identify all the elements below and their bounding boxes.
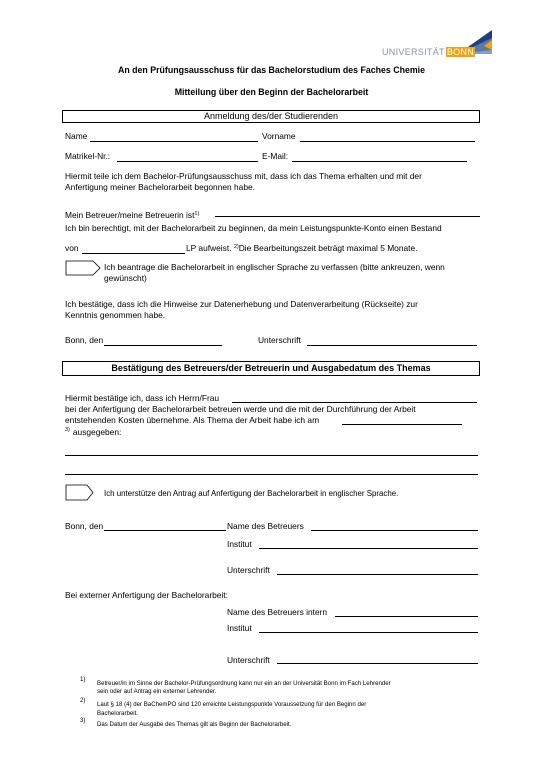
signature-field-3[interactable] [277,663,478,664]
english-support-checkbox[interactable] [65,484,95,501]
s2-para-line4-text: ausgegeben: [72,427,122,437]
para2-line1: Ich bin berechtigt, mit der Bachelorarbeit zu beginnen, da mein Leistungspunkte-Konto einen Bestand [65,223,442,233]
betreuer-sup: 1) [194,211,200,217]
english-support-text: Ich unterstütze den Antrag auf Anfertigung der Bachelorarbeit in englischer Sprache. [104,489,399,498]
datenschutz-line1: Ich bestätige, dass ich die Hinweise zur Datenerhebung und Datenverarbeitung (Rückseite) zur [65,299,418,309]
vorname-label: Vorname [262,131,296,141]
footnote-1-line2: sein oder auf Antrag ein externer Lehrender. [97,688,217,695]
issue-date-field[interactable] [342,424,462,425]
lp-field[interactable] [82,253,185,254]
matrikel-label: Matrikel-Nr.: [65,151,111,161]
name-label: Name [65,131,88,141]
unterschrift-label-1: Unterschrift [258,335,301,345]
para1-line1: Hiermit teile ich dem Bachelor-Prüfungsausschuss mit, dass ich das Thema erhalten und mit der [65,171,422,181]
lp-text-main: LP aufweist. [186,243,232,253]
institut2-label: Institut [227,623,252,633]
name-field[interactable] [90,141,258,142]
email-field[interactable] [292,161,467,162]
bonn-label-2: Bonn, den [65,521,104,531]
s2-para-line1: Hiermit bestätige ich, dass ich Herrn/Frau [65,393,220,403]
email-label: E-Mail: [262,151,289,161]
footnote-1-mark: 1) [80,676,86,683]
english-request-line1: Ich beantrage die Bachelorarbeit in englischer Sprache zu verfassen (bitte ankreuzen, wenn [104,262,445,272]
signature-field-2[interactable] [277,574,478,575]
s2-para-line3: entstehenden Kosten übernehme. Als Thema der Arbeit habe ich am [65,415,320,425]
date-field-2[interactable] [104,530,226,531]
institut-label: Institut [227,539,252,549]
section1-title: Anmeldung des/der Studierenden [203,111,339,121]
header-line1: An den Prüfungsausschuss für das Bachelorstudium des Faches Chemie [118,65,425,75]
para1-line2: Anfertigung meiner Bachelorarbeit begonnen habe. [65,182,255,192]
section2-title-box [62,361,480,376]
betreuer-label [65,210,199,223]
english-request-checkbox[interactable] [65,260,101,276]
university-logo [380,28,492,68]
footnote-2-line2: Bachelorarbeit. [97,710,138,717]
topic-line-1[interactable] [65,455,478,456]
header-line2: Mitteilung über den Beginn der Bachelorarbeit [174,87,369,97]
institut-field[interactable] [259,548,478,549]
logo-text-left: UNIVERSITÄT [382,47,445,57]
s2-para-line4 [65,427,121,440]
lp-text-2: Die Bearbeitungszeit beträgt maximal 5 Monate. [238,243,418,253]
datenschutz-line2: Kenntnis genommen habe. [65,310,166,320]
student-name-field[interactable] [232,402,477,403]
extern-label: Bei externer Anfertigung der Bachelorarbeit: [65,590,228,600]
lp-text [186,243,417,256]
date-field-1[interactable] [104,345,222,346]
name-betreuer-field[interactable] [311,530,478,531]
logo-text-right: BONN [446,47,475,57]
signature-field-1[interactable] [307,345,477,346]
section1-title-box [62,110,480,123]
von-label: von [65,243,79,253]
unterschrift-label-3: Unterschrift [227,655,270,665]
footnote-3-line1: Das Datum der Ausgabe des Themas gilt als Beginn der Bachelorarbeit. [97,721,292,728]
name-intern-field[interactable] [335,616,478,617]
betreuer-field[interactable] [215,216,480,217]
betreuer-label-text: Mein Betreuer/meine Betreuerin ist [65,210,195,220]
s2-para-line2: bei der Anfertigung der Bachelorarbeit betreuen werde und die mit der Durchführung der Arbeit [65,404,416,414]
bonn-label-1: Bonn, den [65,335,104,345]
footnote-2-line1: Laut § 18 (4) der BaChemPO sind 120 erreichte Leistungspunkte Voraussetzung für den Beginn der [97,701,367,708]
topic-line-2[interactable] [65,474,478,475]
section2-title: Bestätigung des Betreuers/der Betreuerin und Ausgabedatum des Themas [111,363,431,373]
matrikel-field[interactable] [117,161,258,162]
vorname-field[interactable] [300,141,475,142]
footnote-2-mark: 2) [80,697,86,704]
institut2-field[interactable] [259,632,478,633]
english-request-line2: gewünscht) [104,273,147,283]
s2-sup: 3) [65,427,70,433]
name-betreuer-label: Name des Betreuers [227,521,304,531]
unterschrift-label-2: Unterschrift [227,565,270,575]
footnote-3-mark: 3) [80,717,86,724]
lp-sup: 2) [233,244,239,250]
name-intern-label: Name des Betreuers intern [227,607,328,617]
footnote-1-line1: Betreuer/in im Sinne der Bachelor-Prüfungsordnung kann nur ein an der Universität Bonn im Fach Lehrender [97,680,391,687]
